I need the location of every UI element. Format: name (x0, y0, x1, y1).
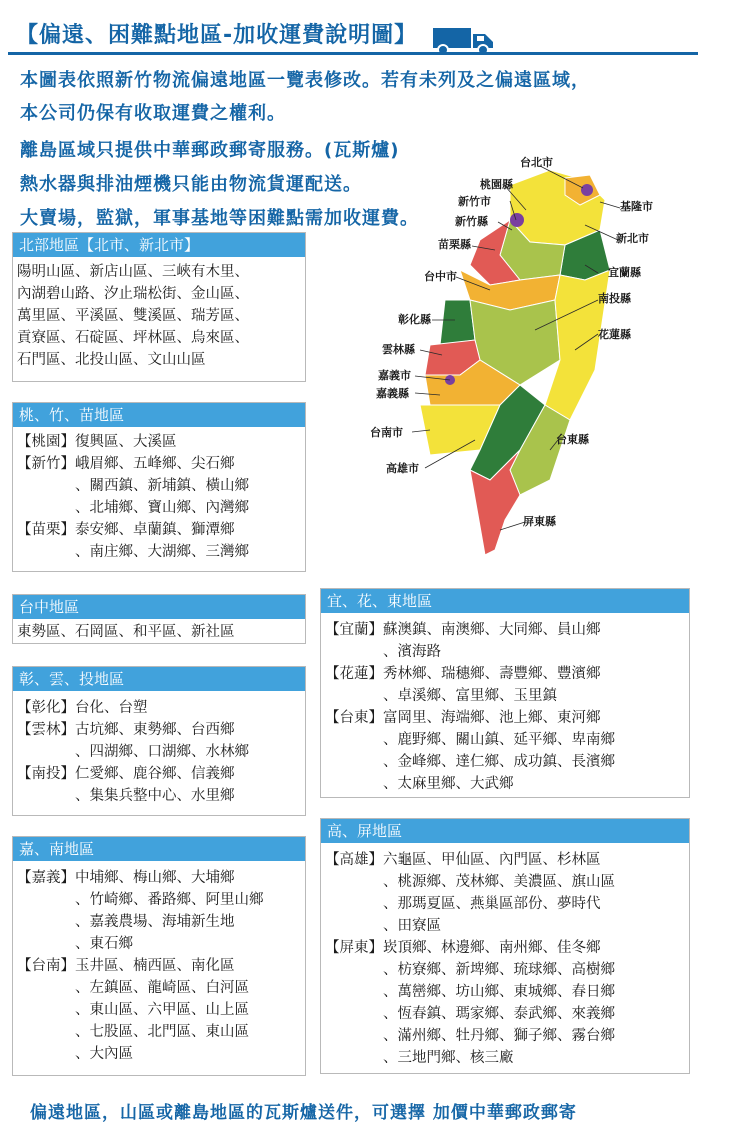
region-line: 、滿州鄉、牡丹鄉、獅子鄉、霧台鄉 (383, 1028, 615, 1044)
region-line: 、恆春鎮、瑪家鄉、泰武鄉、來義鄉 (383, 1006, 615, 1022)
county-tag: 【屏東】 (325, 940, 383, 956)
intro-line: 本公司仍保有收取運費之權利。 (20, 103, 286, 124)
region-line: 、竹崎鄉、番路鄉、阿里山鄉 (75, 892, 264, 908)
map-label-hualien: 花蓮縣 (598, 328, 631, 341)
region-line: 古坑鄉、東勢鄉、台西鄉 (75, 722, 235, 738)
county-tag: 【台東】 (325, 710, 383, 726)
intro-line: 熱水器與排油煙機只能由物流貨運配送。 (20, 174, 362, 195)
region-line: 復興區、大溪區 (75, 434, 177, 450)
region-line: 、桃源鄉、茂林鄉、美濃區、旗山區 (383, 874, 615, 890)
map-label-pingtung: 屏東縣 (523, 515, 556, 528)
map-label-tainan: 台南市 (370, 426, 403, 439)
page-title: 【偏遠、困難點地區-加收運費說明圖】 (16, 23, 418, 48)
region-line: 、四湖鄉、口湖鄉、水林鄉 (75, 744, 249, 760)
region-line: 、三地門鄉、核三廠 (383, 1050, 514, 1066)
region-line: 秀林鄉、瑞穗鄉、壽豐鄉、豐濱鄉 (383, 666, 601, 682)
county-tag: 【嘉義】 (17, 870, 75, 886)
county-tag: 【台南】 (17, 958, 75, 974)
region-line: 六龜區、甲仙區、內門區、杉林區 (383, 852, 601, 868)
region-box-jianan (12, 836, 306, 1076)
region-line: 陽明山區、新店山區、三峽有木里、 (17, 264, 249, 280)
map-regions (420, 170, 610, 555)
map-label-new-taipei: 新北市 (616, 232, 649, 245)
region-header: 高、屏地區 (321, 819, 689, 843)
region-line: 石門區、北投山區、文山山區 (17, 352, 206, 368)
region-header: 彰、雲、投地區 (13, 667, 305, 691)
region-header: 北部地區【北市、新北市】 (13, 233, 305, 257)
region-line: 貢寮區、石碇區、坪林區、烏來區、 (17, 330, 249, 346)
map-label-yunlin: 雲林縣 (382, 343, 415, 356)
region-line: 玉井區、楠西區、南化區 (75, 958, 235, 974)
region-header: 桃、竹、苗地區 (13, 403, 305, 427)
county-tag: 【桃園】 (17, 434, 75, 450)
county-tag: 【高雄】 (325, 852, 383, 868)
intro-line: 本圖表依照新竹物流偏遠地區一覽表修改。若有未列及之偏遠區域， (20, 70, 590, 91)
map-label-taipei-city: 台北市 (520, 156, 553, 169)
region-line: 、枋寮鄉、新埤鄉、琉球鄉、高樹鄉 (383, 962, 615, 978)
region-box-taozhumiao (12, 402, 306, 572)
region-box-zhangyuntou (12, 666, 306, 816)
map-label-keelung: 基隆市 (620, 200, 653, 213)
county-tag: 【花蓮】 (325, 666, 383, 682)
region-line: 、田寮區 (383, 918, 441, 934)
region-line: 富岡里、海端鄉、池上鄉、東河鄉 (383, 710, 601, 726)
region-line: 、七股區、北門區、東山區 (75, 1024, 249, 1040)
region-line: 、集集兵整中心、水里鄉 (75, 788, 235, 804)
map-label-nantou: 南投縣 (598, 292, 631, 305)
region-line: 、太麻里鄉、大武鄉 (383, 776, 514, 792)
region-line: 東勢區、石岡區、和平區、新社區 (17, 624, 235, 640)
map-label-taoyuan: 桃園縣 (480, 178, 513, 191)
region-line: 、那瑪夏區、燕巢區部份、夢時代 (383, 896, 601, 912)
map-label-yilan: 宜蘭縣 (608, 266, 641, 279)
region-box-yihuadong (320, 588, 690, 798)
taiwan-map (360, 150, 700, 570)
region-line: 、金峰鄉、達仁鄉、成功鎮、長濱鄉 (383, 754, 615, 770)
region-header: 嘉、南地區 (13, 837, 305, 861)
region-line: 、卓溪鄉、富里鄉、玉里鎮 (383, 688, 557, 704)
region-line: 、左鎮區、龍崎區、白河區 (75, 980, 249, 996)
map-region-changhua (440, 300, 475, 345)
map-label-hsinchu-city: 新竹市 (458, 195, 491, 208)
region-line: 中埔鄉、梅山鄉、大埔鄉 (75, 870, 235, 886)
region-header: 宜、花、東地區 (321, 589, 689, 613)
region-line: 、關西鎮、新埔鎮、橫山鄉 (75, 478, 249, 494)
map-label-chiayi-city: 嘉義市 (378, 369, 411, 382)
region-header: 台中地區 (13, 595, 305, 619)
intro-line: 大賣場，監獄，軍事基地等困難點需加收運費。 (20, 208, 419, 229)
county-tag: 【宜蘭】 (325, 622, 383, 638)
region-line: 、東石鄉 (75, 936, 133, 952)
region-box-taichung (12, 594, 306, 644)
region-line: 蘇澳鎮、南澳鄉、大同鄉、員山鄉 (383, 622, 601, 638)
region-box-north (12, 232, 306, 382)
county-tag: 【彰化】 (17, 700, 75, 716)
intro-line: 離島區域只提供中華郵政郵寄服務。(瓦斯爐) (20, 140, 400, 161)
region-line: 、東山區、六甲區、山上區 (75, 1002, 249, 1018)
map-label-hsinchu-county: 新竹縣 (455, 215, 488, 228)
map-label-taichung: 台中市 (424, 270, 457, 283)
map-label-taitung: 台東縣 (556, 433, 589, 446)
region-line: 、萬巒鄉、坊山鄉、東城鄉、春日鄉 (383, 984, 615, 1000)
region-line: 、南庄鄉、大湖鄉、三灣鄉 (75, 544, 249, 560)
map-label-kaohsiung: 高雄市 (386, 462, 419, 475)
region-line: 崁頂鄉、林邊鄉、南州鄉、佳冬鄉 (383, 940, 601, 956)
region-line: 、北埔鄉、寶山鄉、內灣鄉 (75, 500, 249, 516)
map-label-miaoli: 苗栗縣 (438, 238, 471, 251)
region-line: 台化、台塑 (75, 700, 148, 716)
region-line: 萬里區、平溪區、雙溪區、瑞芳區、 (17, 308, 249, 324)
county-tag: 【新竹】 (17, 456, 75, 472)
county-tag: 【南投】 (17, 766, 75, 782)
title-underline (8, 52, 698, 55)
region-line: 內湖碧山路、汐止瑞松街、金山區、 (17, 286, 249, 302)
region-line: 峨眉鄉、五峰鄉、尖石鄉 (75, 456, 235, 472)
county-tag: 【苗栗】 (17, 522, 75, 538)
footer-note: 偏遠地區，山區或離島地區的瓦斯爐送件，可選擇 加價中華郵政郵寄 (30, 1103, 577, 1123)
region-line: 、嘉義農場、海埔新生地 (75, 914, 235, 930)
region-line: 、鹿野鄉、關山鎮、延平鄉、卑南鄉 (383, 732, 615, 748)
map-label-changhua: 彰化縣 (398, 313, 431, 326)
region-line: 仁愛鄉、鹿谷鄉、信義鄉 (75, 766, 235, 782)
county-tag: 【雲林】 (17, 722, 75, 738)
region-line: 、大內區 (75, 1046, 133, 1062)
region-line: 泰安鄉、卓蘭鎮、獅潭鄉 (75, 522, 235, 538)
map-label-chiayi-county: 嘉義縣 (376, 387, 409, 400)
region-line: 、濱海路 (383, 644, 441, 660)
region-box-gaoping (320, 818, 690, 1074)
title-bar (8, 12, 698, 50)
